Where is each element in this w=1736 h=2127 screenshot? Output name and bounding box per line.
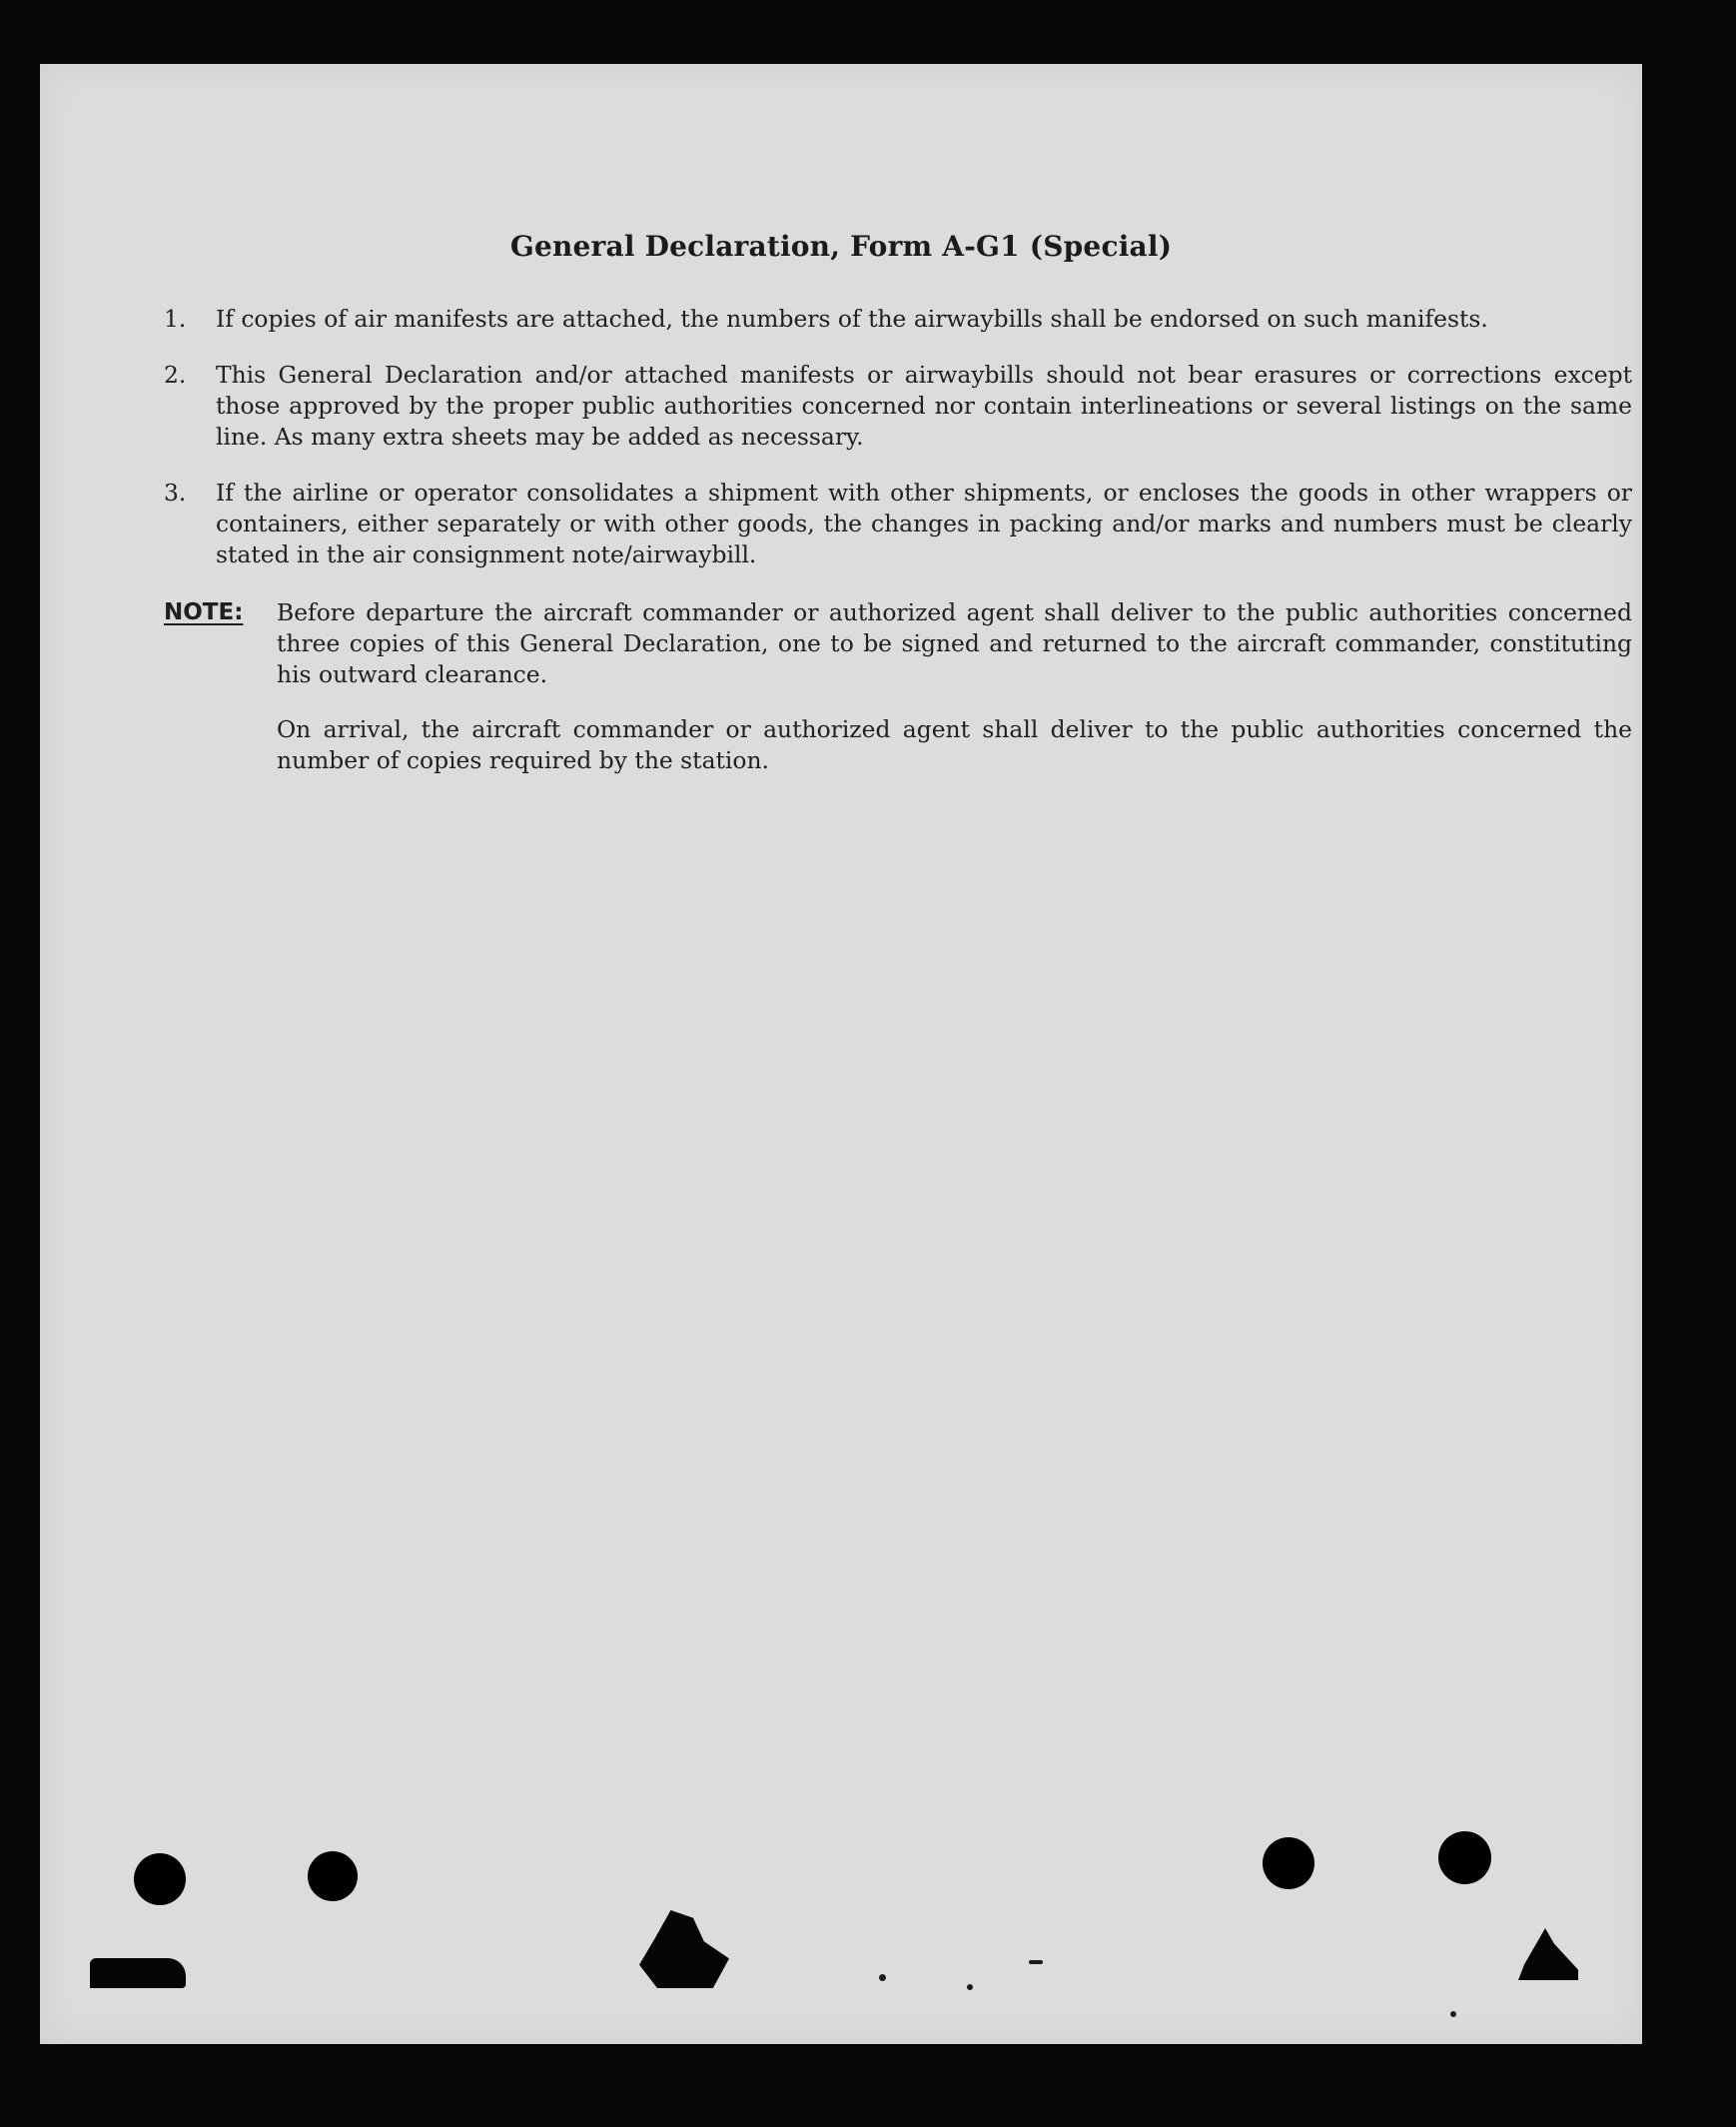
paper-speck [1450,2011,1456,2017]
list-item [164,478,1632,570]
item-text: If the airline or operator consolidates a shipment with other shipments, or encloses the goods in other wrappers or containers, either separately or with other goods, the changes in packing and/or marks and numbers must be clearly stated in the air consignment note/airwaybill. [216,479,1632,568]
item-number: 3. [164,479,187,507]
item-number: 2. [164,361,187,389]
torn-edge [90,1958,186,1988]
item-number: 1. [164,305,187,333]
item-text: This General Declaration and/or attached manifests or airwaybills should not bear erasures or corrections except those approved by the proper public authorities concerned nor contain interlineations or several listings on the same line. As many extra sheets may be added as necessary. [216,361,1632,451]
note-paragraph: Before departure the aircraft commander or authorized agent shall deliver to the public authorities concerned three copies of this General Declaration, one to be signed and returned to the aircraft commander, constituting his outward clearance. [277,598,1632,688]
note-label: NOTE: [164,599,244,625]
paper-speck [967,1984,973,1990]
punch-hole [1438,1831,1491,1884]
paper-speck [1029,1960,1043,1964]
document-title: General Declaration, Form A-G1 (Special) [509,230,1173,263]
note-body [277,597,1632,776]
document-page [40,64,1642,2044]
note-paragraph: On arrival, the aircraft commander or authorized agent shall deliver to the public authorities concerned the number of copies required by the station. [277,715,1632,774]
note-section [164,597,1632,800]
list-item [164,360,1632,453]
punch-hole [1263,1837,1314,1889]
item-text: If copies of air manifests are attached, the numbers of the airwaybills shall be endorsed on such manifests. [216,305,1488,333]
list-item [164,304,1632,335]
punch-hole [134,1853,186,1905]
punch-hole [308,1851,358,1901]
paper-speck [879,1974,886,1981]
